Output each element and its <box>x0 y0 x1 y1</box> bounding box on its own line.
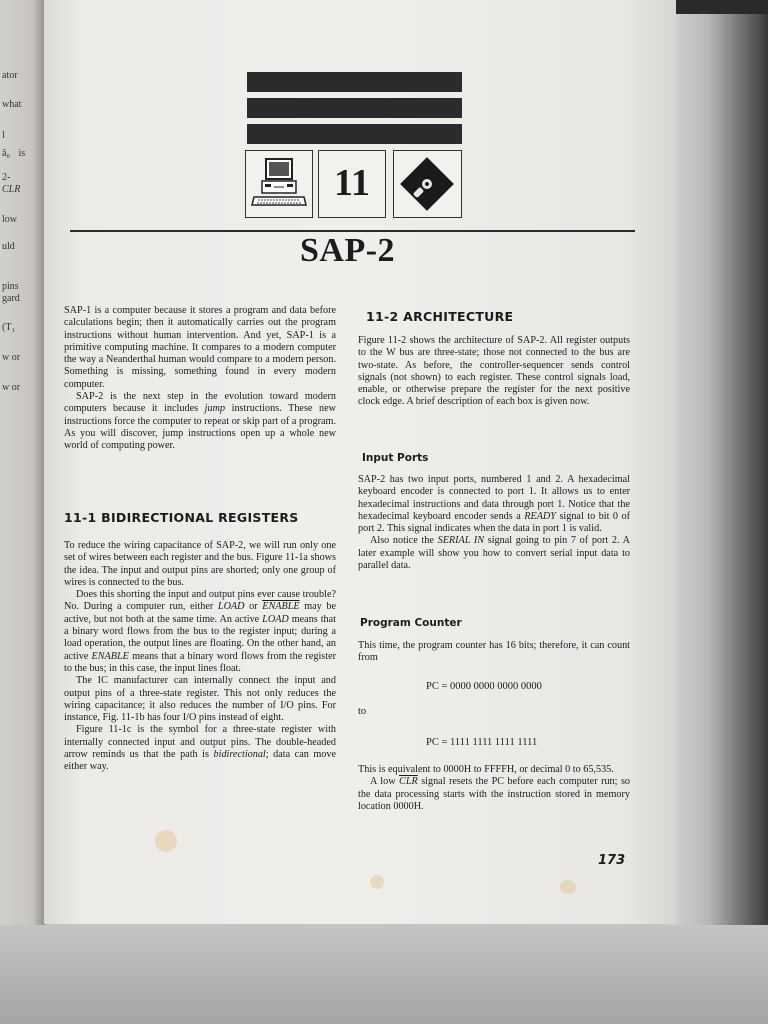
margin-fragment: low <box>2 214 17 225</box>
intro-paragraph: SAP-2 is the next step in the evolution toward modern computers because it includes jump instructions. These new instructions force the computer to repeat or skip part of a program. As you will discover, jump instructions open up a whole new world of computing power. <box>64 391 336 452</box>
pc-to-word: to <box>358 706 367 717</box>
program-counter-text <box>358 640 630 665</box>
subheading-program-counter: Program Counter <box>360 617 462 629</box>
section-11-2-text <box>358 335 630 409</box>
pc-equation-end: PC = 1111 1111 1111 1111 <box>426 737 538 748</box>
section-heading-11-2: 11-2 ARCHITECTURE <box>366 309 514 324</box>
page-number: 173 <box>598 853 626 868</box>
body-paragraph: Figure 11-2 shows the architecture of SAP-2. All register outputs to the W bus are three-state; those not connected to the bus are two-state. As before, the controller-sequencer sends control signals (not shown) to each register. These control signals load, enable, or otherwise prepare the register for the next positive clock edge. A brief description of each box is given now. <box>358 335 630 408</box>
body-paragraph: A low $\overline{CLR}$ signal resets the PC before each computer run; so the data processing starts with the instruction stored in memory location 0000H. <box>358 776 631 812</box>
previous-page-gutter <box>0 0 46 925</box>
input-ports-text <box>358 474 630 572</box>
margin-fragment: ator <box>2 70 18 81</box>
body-paragraph: This time, the program counter has 16 bits; therefore, it can count from <box>358 640 630 664</box>
margin-fragment: w or <box>2 382 21 393</box>
chapter-number-box <box>318 150 386 218</box>
computer-icon-box <box>245 150 313 218</box>
body-paragraph: This is equivalent to 0000H to FFFFH, or decimal 0 to 65,535. <box>358 764 614 775</box>
section-11-1-text <box>64 540 336 774</box>
section-heading-11-1: 11-1 BIDIRECTIONAL REGISTERS <box>64 510 299 525</box>
header-bar <box>247 124 462 144</box>
margin-fragment: 2- <box>2 172 11 183</box>
diskette-icon <box>394 151 461 217</box>
chapter-number: 11 <box>334 162 370 204</box>
header-bar <box>247 98 462 118</box>
intro-paragraph: SAP-1 is a computer because it stores a program and data before calculations begin; then it automatically carries out the program instructions without human intervention. And yet, SAP-1 is a primitive computing machine. It compares to a modern computer the way a Neanderthal human would compare to a modern person. Something is missing, something found in every modern computer. <box>64 305 336 390</box>
body-paragraph: The IC manufacturer can internally connect the input and output pins of a three-state register. This not only reduces the wiring capacitance; it also reduces the number of I/O pins. For instance, Fig. 11-1b has four I/O pins instead of eight. <box>64 675 336 724</box>
page-edge-shadow <box>668 0 768 925</box>
margin-fragment: gard <box>2 293 20 304</box>
margin-fragment: w or <box>2 352 21 363</box>
margin-fragment: (T₁ <box>2 322 15 333</box>
margin-fragment: l <box>2 130 5 141</box>
page-stain <box>370 875 384 889</box>
margin-fragment: uld <box>2 241 15 252</box>
program-counter-text-continued <box>358 764 630 813</box>
body-paragraph: To reduce the wiring capacitance of SAP-2, we will run only one set of wires between each register and the bus. Figure 11-1a shows the idea. The input and output pins are shorted; only one group of wires is connected to the bus. <box>64 540 336 588</box>
header-bar <box>247 72 462 92</box>
intro-text <box>64 305 336 453</box>
pc-equation-start: PC = 0000 0000 0000 0000 <box>426 681 542 692</box>
page-stain <box>560 880 576 894</box>
body-paragraph: Also notice the SERIAL IN signal going to pin 7 of port 2. A later example will show you how to convert serial input data to parallel data. <box>358 535 630 572</box>
chapter-title: SAP-2 <box>300 232 396 269</box>
body-paragraph: Does this shorting the input and output pins ever cause trouble? No. During a computer run, either LOAD or ENABLE may be active, but not both at the same time. An active LOAD means that a binary word flows from the bus to the register input; during a load operation, the output lines are floating. On the other hand, an active ENABLE means that a binary word flows from the register to the bus; in this case, the input lines float. <box>64 589 337 674</box>
diskette-icon-box <box>393 150 462 218</box>
computer-icon <box>246 151 312 217</box>
margin-fragment: CLR <box>2 184 21 195</box>
margin-fragment: â₀ is <box>2 148 26 159</box>
margin-fragment: pins <box>2 281 19 292</box>
margin-fragment: what <box>2 99 22 110</box>
body-paragraph: Figure 11-1c is the symbol for a three-state register with internally connected input and output pins. The double-headed arrow reminds us that the path is bidirectional; data can move either way. <box>64 724 336 773</box>
page-stain <box>155 830 177 852</box>
body-paragraph: SAP-2 has two input ports, numbered 1 and 2. A hexadecimal keyboard encoder is connected to port 1. It allows us to enter hexadecimal instructions and data through port 1. Notice that the hexadecimal keyboard encoder sends a READY signal to bit 0 of port 2. This signal indicates when the data in port 1 is valid. <box>358 474 631 535</box>
subheading-input-ports: Input Ports <box>362 452 429 464</box>
scanner-corner <box>668 0 768 14</box>
